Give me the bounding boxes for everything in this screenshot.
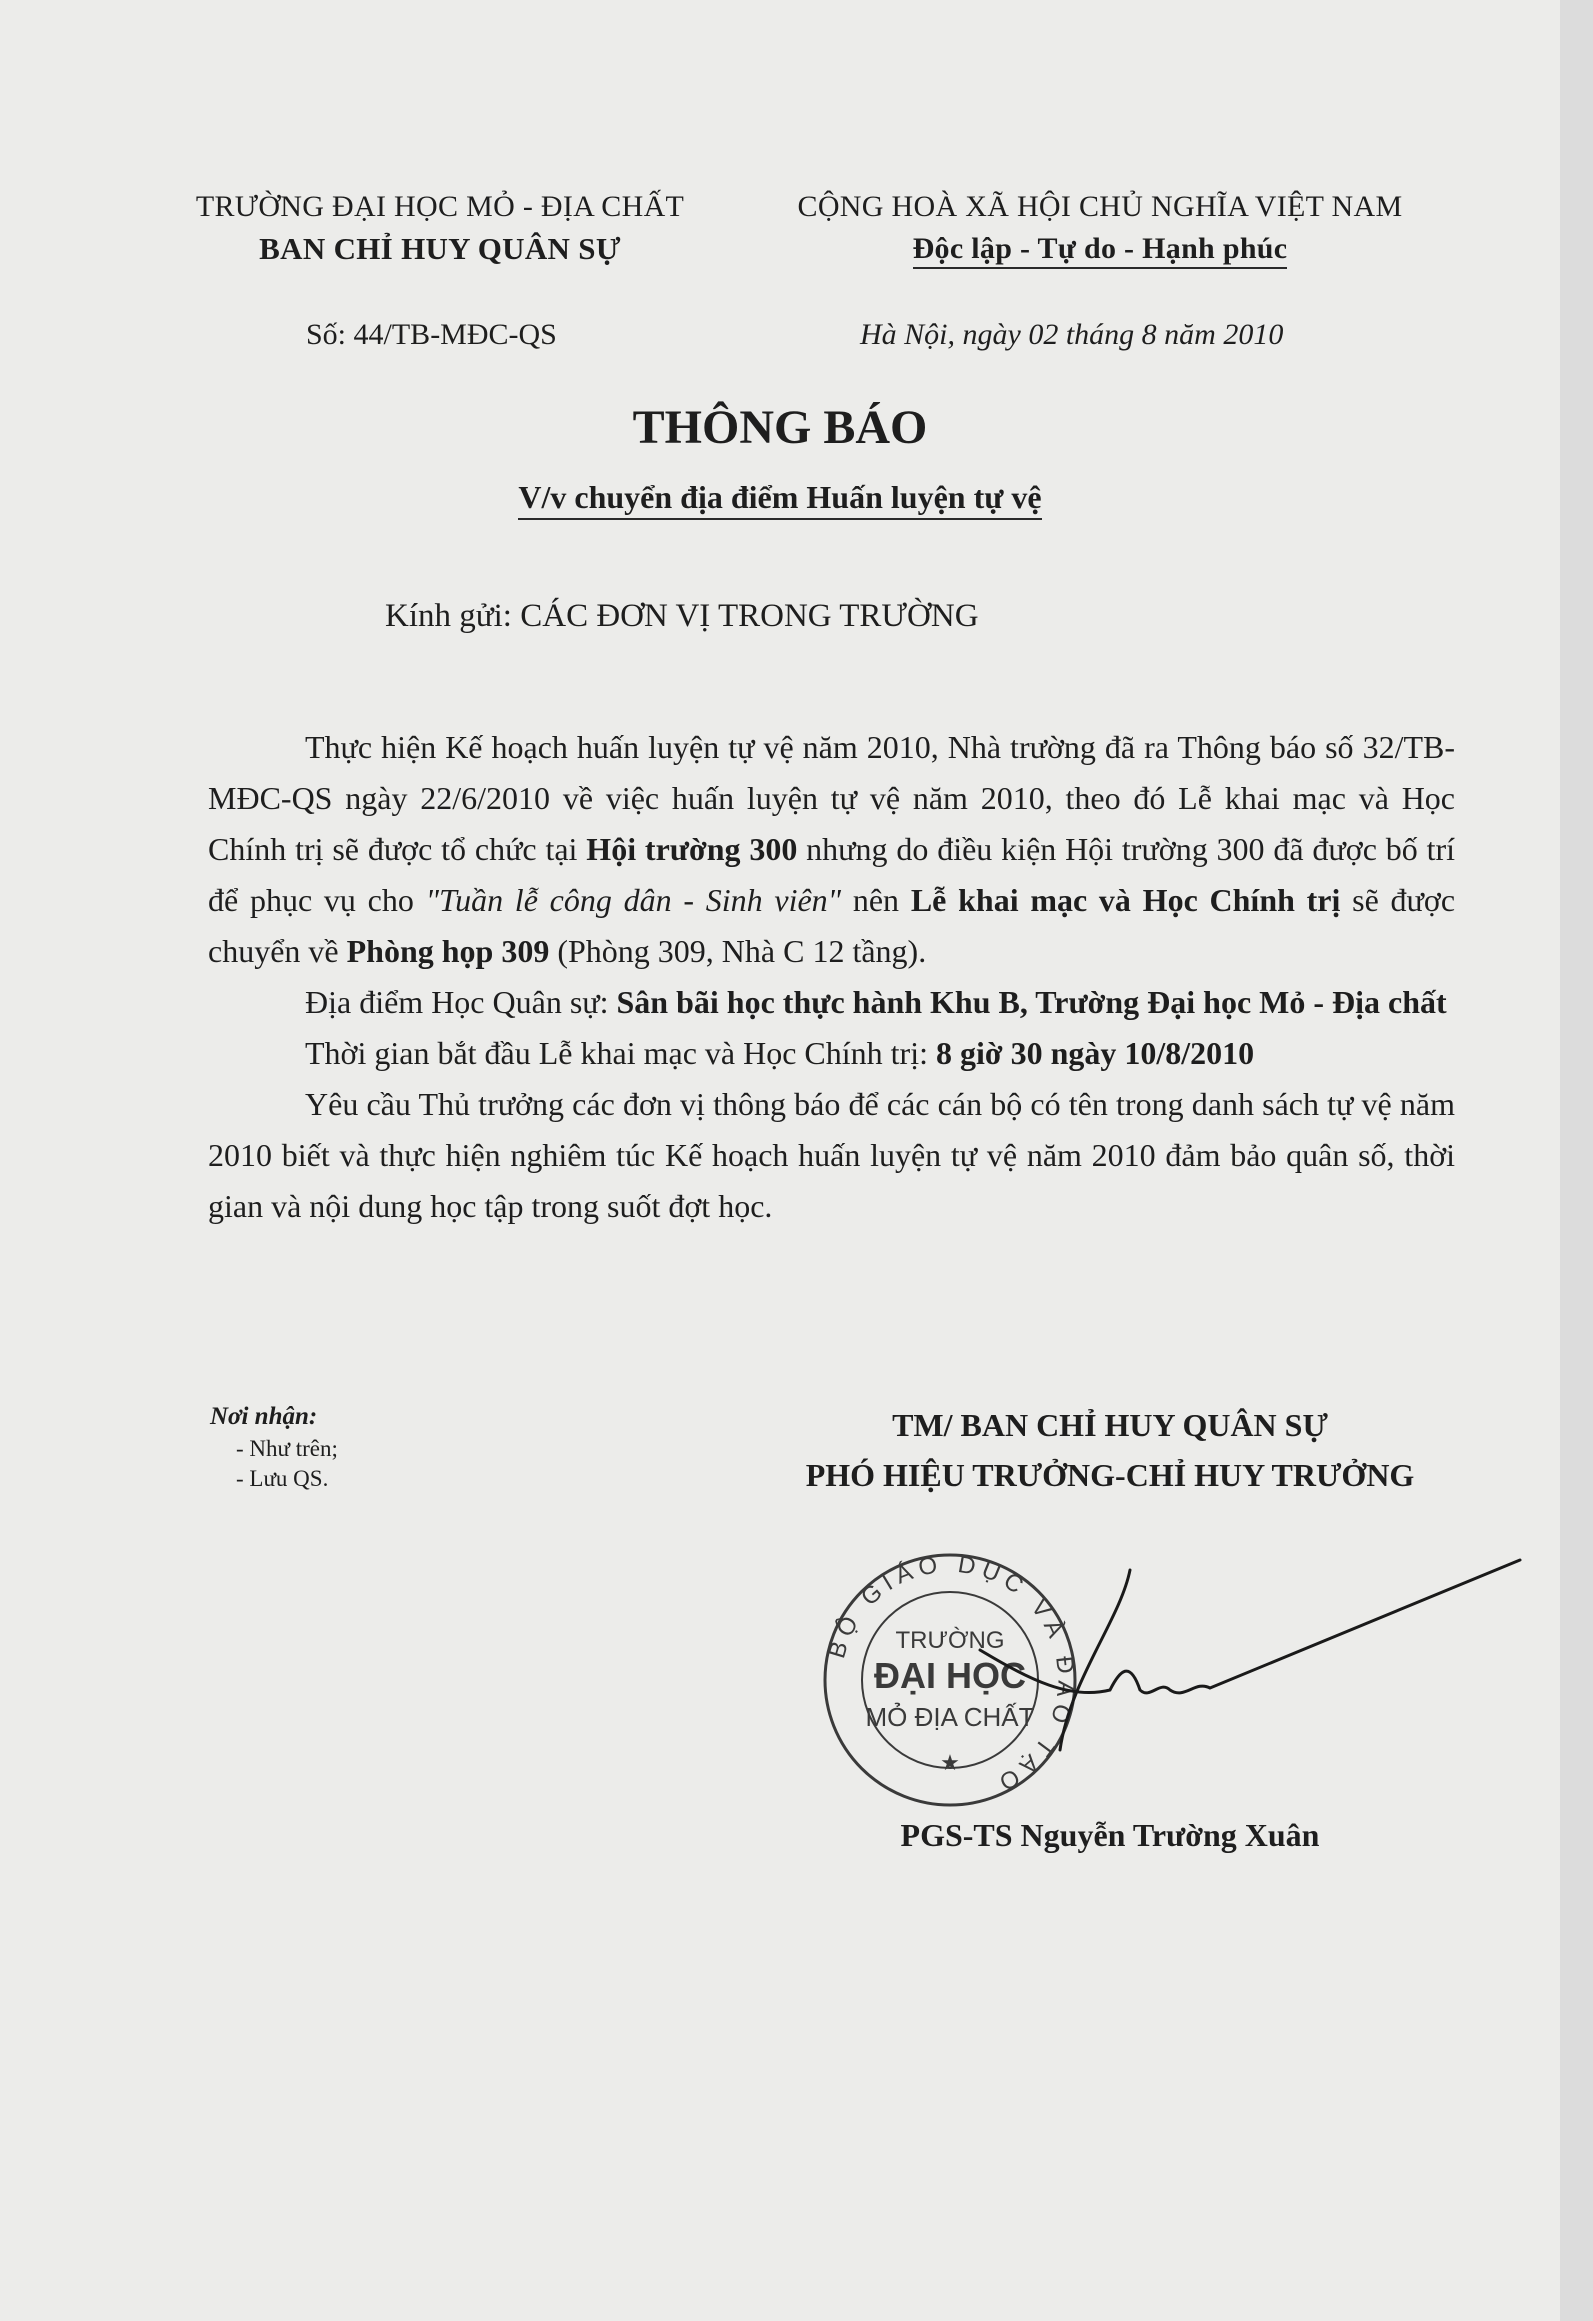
stamp-line-1: TRƯỜNG: [895, 1627, 1005, 1654]
stamp-line-3: MỎ ĐỊA CHẤT: [865, 1702, 1035, 1732]
p1-text-2: nhưng do điều kiện Hội trường 300 đã được bố trí để phục vụ cho: [208, 831, 1456, 918]
recipients-block: [210, 1400, 338, 1494]
official-stamp: [820, 1530, 1540, 1830]
national-motto: Độc lập - Tự do - Hạnh phúc: [913, 232, 1288, 269]
document-body: [208, 722, 1455, 1232]
p1-italic-event: "Tuần lễ công dân - Sinh viên": [425, 882, 842, 918]
header-left: [180, 186, 700, 270]
stamp-line-2: ĐẠI HỌC: [874, 1655, 1026, 1696]
recipients-item-2: - Lưu QS.: [236, 1466, 329, 1491]
country-name: CỘNG HOÀ XÃ HỘI CHỦ NGHĨA VIỆT NAM: [797, 190, 1403, 223]
stamp-ring-text: BỘ GIÁO DỤC VÀ ĐÀO TẠO: [823, 1550, 1080, 1799]
document-subject-wrap: [300, 476, 1260, 518]
place-and-date: Hà Nội, ngày 02 tháng 8 năm 2010: [860, 318, 1284, 351]
signer-name: PGS-TS Nguyễn Trường Xuân: [900, 1817, 1320, 1853]
department-name: BAN CHỈ HUY QUÂN SỰ: [259, 231, 621, 266]
p1-text-3: nên: [841, 882, 911, 918]
header-right: [740, 186, 1460, 270]
body-paragraph-2: [208, 977, 1455, 1028]
institution-name: TRƯỜNG ĐẠI HỌC MỎ - ĐỊA CHẤT: [195, 190, 685, 223]
body-paragraph-4: Yêu cầu Thủ trưởng các đơn vị thông báo để các cán bộ có tên trong danh sách tự vệ năm 2010 biết và thực hiện nghiêm túc Kế hoạch huấn luyện tự vệ năm 2010 đảm bảo quân số, thời gian và nội dung học tập trong suốt đợt học.: [208, 1086, 1455, 1224]
signature-block: [770, 1400, 1450, 1500]
document-title: THÔNG BÁO: [632, 401, 928, 454]
p1-text-4: sẽ được chuyển về: [208, 882, 1456, 969]
p1-bold-room: Phòng họp 309: [346, 933, 550, 969]
body-paragraph-3: [208, 1028, 1455, 1079]
p1-bold-ceremony: Lễ khai mạc và Học Chính trị: [910, 882, 1341, 918]
recipient-line: Kính gửi: CÁC ĐƠN VỊ TRONG TRƯỜNG: [385, 598, 979, 634]
p1-bold-venue: Hội trường 300: [586, 831, 798, 867]
stamp-star-icon: ★: [940, 1750, 960, 1775]
p3-text-1: Thời gian bắt đầu Lễ khai mạc và Học Chính trị:: [305, 1035, 936, 1071]
document-number: Số: 44/TB-MĐC-QS: [306, 318, 557, 351]
signature-title-2: PHÓ HIỆU TRƯỞNG-CHỈ HUY TRƯỞNG: [805, 1457, 1415, 1493]
document-subject: V/v chuyển địa điểm Huấn luyện tự vệ: [518, 479, 1041, 520]
recipients-label: Nơi nhận:: [210, 1403, 318, 1430]
recipients-item-1: - Như trên;: [236, 1436, 338, 1461]
p1-text-1: Thực hiện Kế hoạch huấn luyện tự vệ năm 2010, Nhà trường đã ra Thông báo số 32/TB-MĐC-QS ngày 22/6/2010 về việc huấn luyện tự vệ năm 2010, theo đó Lễ khai mạc và Học Chính trị sẽ được tổ chức tại: [208, 729, 1455, 867]
p2-text-1: Địa điểm Học Quân sự:: [305, 984, 617, 1020]
p2-bold-location: Sân bãi học thực hành Khu B, Trường Đại học Mỏ - Địa chất: [616, 984, 1447, 1020]
p3-bold-time: 8 giờ 30 ngày 10/8/2010: [935, 1035, 1255, 1071]
body-paragraph-1: [208, 722, 1455, 977]
signature-title-1: TM/ BAN CHỈ HUY QUÂN SỰ: [892, 1407, 1328, 1443]
p1-text-5: (Phòng 309, Nhà C 12 tầng).: [549, 933, 927, 969]
